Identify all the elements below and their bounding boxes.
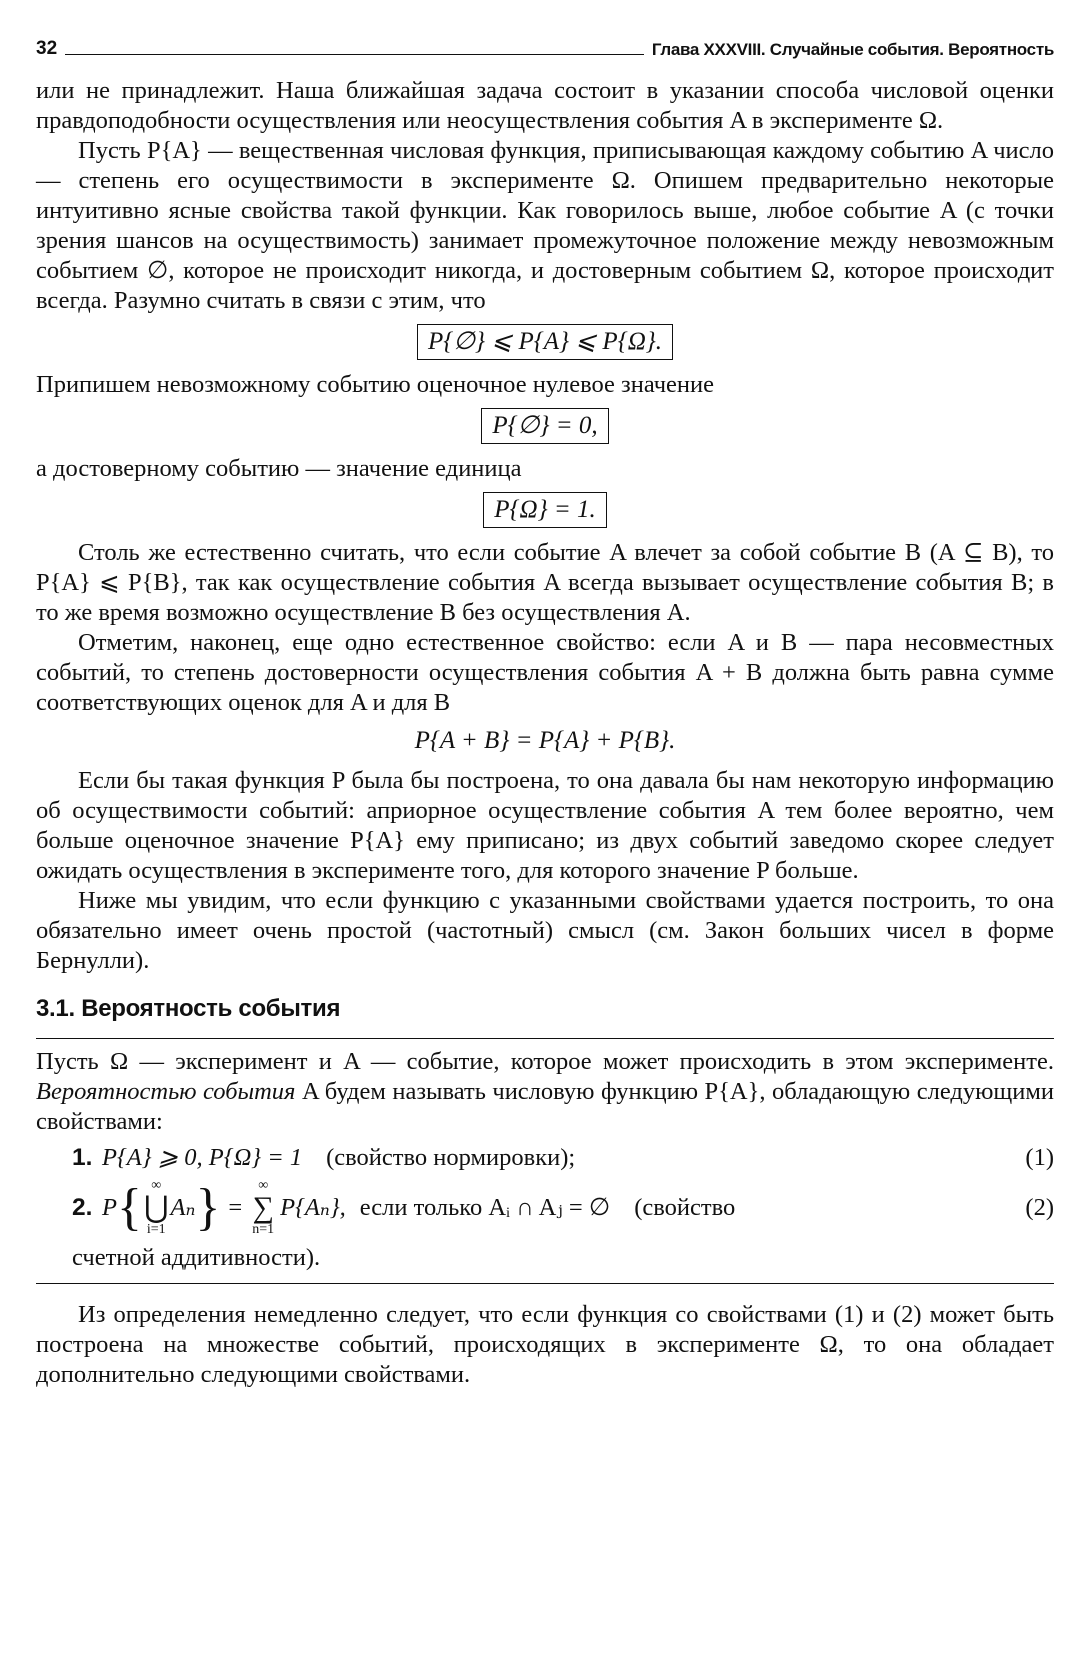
paragraph-6: Отметим, наконец, еще одно естественное свойство: если A и B — пара несовместных событий, то степень достоверности осуществления события A + B должна быть равна сумме соответствующих оценок для A и для B <box>36 629 1054 716</box>
sum-upper-limit: ∞ <box>258 1178 269 1193</box>
formula-additivity <box>36 726 1054 756</box>
paragraph-5: Столь же естественно считать, что если событие A влечет за собой событие B (A ⊆ B), то P{A} ⩽ P{B}, так как осуществление события A всегда вызывает осуществление события B; в то же время возможно осуществление B без осуществления A. <box>36 539 1054 626</box>
paragraph-1: или не принадлежит. Наша ближайшая задача состоит в указании способа числовой оценки правдоподобности осуществления или неосуществления события A в эксперименте Ω. <box>36 77 1054 134</box>
definition-bottom-rule <box>36 1283 1054 1284</box>
formula-certain <box>36 492 1054 528</box>
property-1-number: 1. <box>72 1144 93 1171</box>
page-body <box>36 76 1054 1390</box>
property-1-content <box>102 1143 1014 1173</box>
equation-number-1: (1) <box>1025 1144 1054 1171</box>
property-1-formula: P{A} ⩾ 0, P{Ω} = 1 <box>102 1144 303 1171</box>
definition-start: Пусть Ω — эксперимент и A — событие, которое может происходить в этом эксперименте. <box>36 1048 1054 1075</box>
union-symbol: ⋃ <box>143 1191 169 1224</box>
sum-operator <box>252 1179 274 1237</box>
property-2-number: 2. <box>72 1194 93 1221</box>
lhs-p: P <box>102 1194 117 1221</box>
additivity-formula: P{A + B} = P{A} + P{B}. <box>414 727 676 754</box>
boxed-formula-3: P{Ω} = 1. <box>483 492 606 528</box>
paragraph-4: а достоверному событию — значение единица <box>36 455 522 482</box>
page-number: 32 <box>36 38 58 59</box>
boxed-formula-1: P{∅} ⩽ P{A} ⩽ P{Ω}. <box>417 324 673 360</box>
union-lower-limit: i=1 <box>146 1222 166 1237</box>
sum-lower-limit: n=1 <box>252 1222 275 1237</box>
property-1-note: (свойство нормировки); <box>326 1144 576 1171</box>
paragraph-8: Ниже мы увидим, что если функцию с указанными свойствами удается построить, то она обязательно имеет очень простой (частотный) смысл (см. Закон больших чисел в форме Бернулли). <box>36 887 1054 974</box>
union-argument: Aₙ <box>170 1194 196 1221</box>
definition-end: A будем называть числовую функцию P{A}, обладающую следующими свойствами: <box>36 1078 1055 1135</box>
paragraph-7: Если бы такая функция P была бы построена, то она давала бы нам некоторую информацию об осуществимости событий: априорное осуществление события A тем более вероятно, чем больше оценочное значение P{A} ему приписано; из двух событий заведомо скорее следует ожидать осуществления в эксперименте того, для которого значение P больше. <box>36 767 1054 884</box>
paragraph-3: Припишем невозможному событию оценочное нулевое значение <box>36 371 715 398</box>
left-brace: { <box>116 1179 142 1236</box>
boxed-formula-2: P{∅} = 0, <box>481 408 608 444</box>
property-2-content <box>102 1179 1014 1237</box>
right-brace: } <box>195 1179 221 1236</box>
property-2 <box>36 1179 1054 1237</box>
union-operator <box>144 1179 169 1237</box>
definition-term: Вероятностью события <box>36 1078 296 1105</box>
definition-text <box>36 1047 1054 1137</box>
section-title: 3.1. Вероятность события <box>36 995 341 1022</box>
paragraph-2: Пусть P{A} — вещественная числовая функция, приписывающая каждому событию A число — степень его осуществимости в эксперименте Ω. Опишем предварительно некоторые интуитивно ясные свойства такой функции. Как говорилось выше, любое событие A (с точки зрения шансов на осуществимость) занимает промежуточное положение между невозможным событием ∅, которое не происходит никогда, и достоверным событием Ω, которое происходит всегда. Разумно считать в связи с этим, что <box>36 137 1054 314</box>
formula-inequality <box>36 324 1054 360</box>
property-2-continuation: счетной аддитивности). <box>72 1244 321 1271</box>
equals-sign: = <box>228 1194 243 1221</box>
property-2-condition: если только Aᵢ ∩ Aⱼ = ∅ <box>359 1194 611 1221</box>
property-1 <box>36 1143 1054 1173</box>
sum-symbol: ∑ <box>252 1191 274 1224</box>
property-2-note: (свойство <box>634 1194 736 1221</box>
union-upper-limit: ∞ <box>151 1178 162 1193</box>
definition-top-rule <box>36 1038 1054 1039</box>
chapter-title: Глава XXXVIII. Случайные события. Вероятность <box>651 40 1054 59</box>
header-rule <box>65 54 644 55</box>
formula-impossible <box>36 408 1054 444</box>
paragraph-9: Из определения немедленно следует, что если функция со свойствами (1) и (2) может быть построена на множестве событий, происходящих в эксперименте Ω, то она обладает дополнительно следующими свойствами. <box>36 1301 1054 1388</box>
equation-number-2: (2) <box>1025 1194 1054 1221</box>
running-header <box>36 34 1054 60</box>
sum-term: P{Aₙ}, <box>280 1194 346 1221</box>
